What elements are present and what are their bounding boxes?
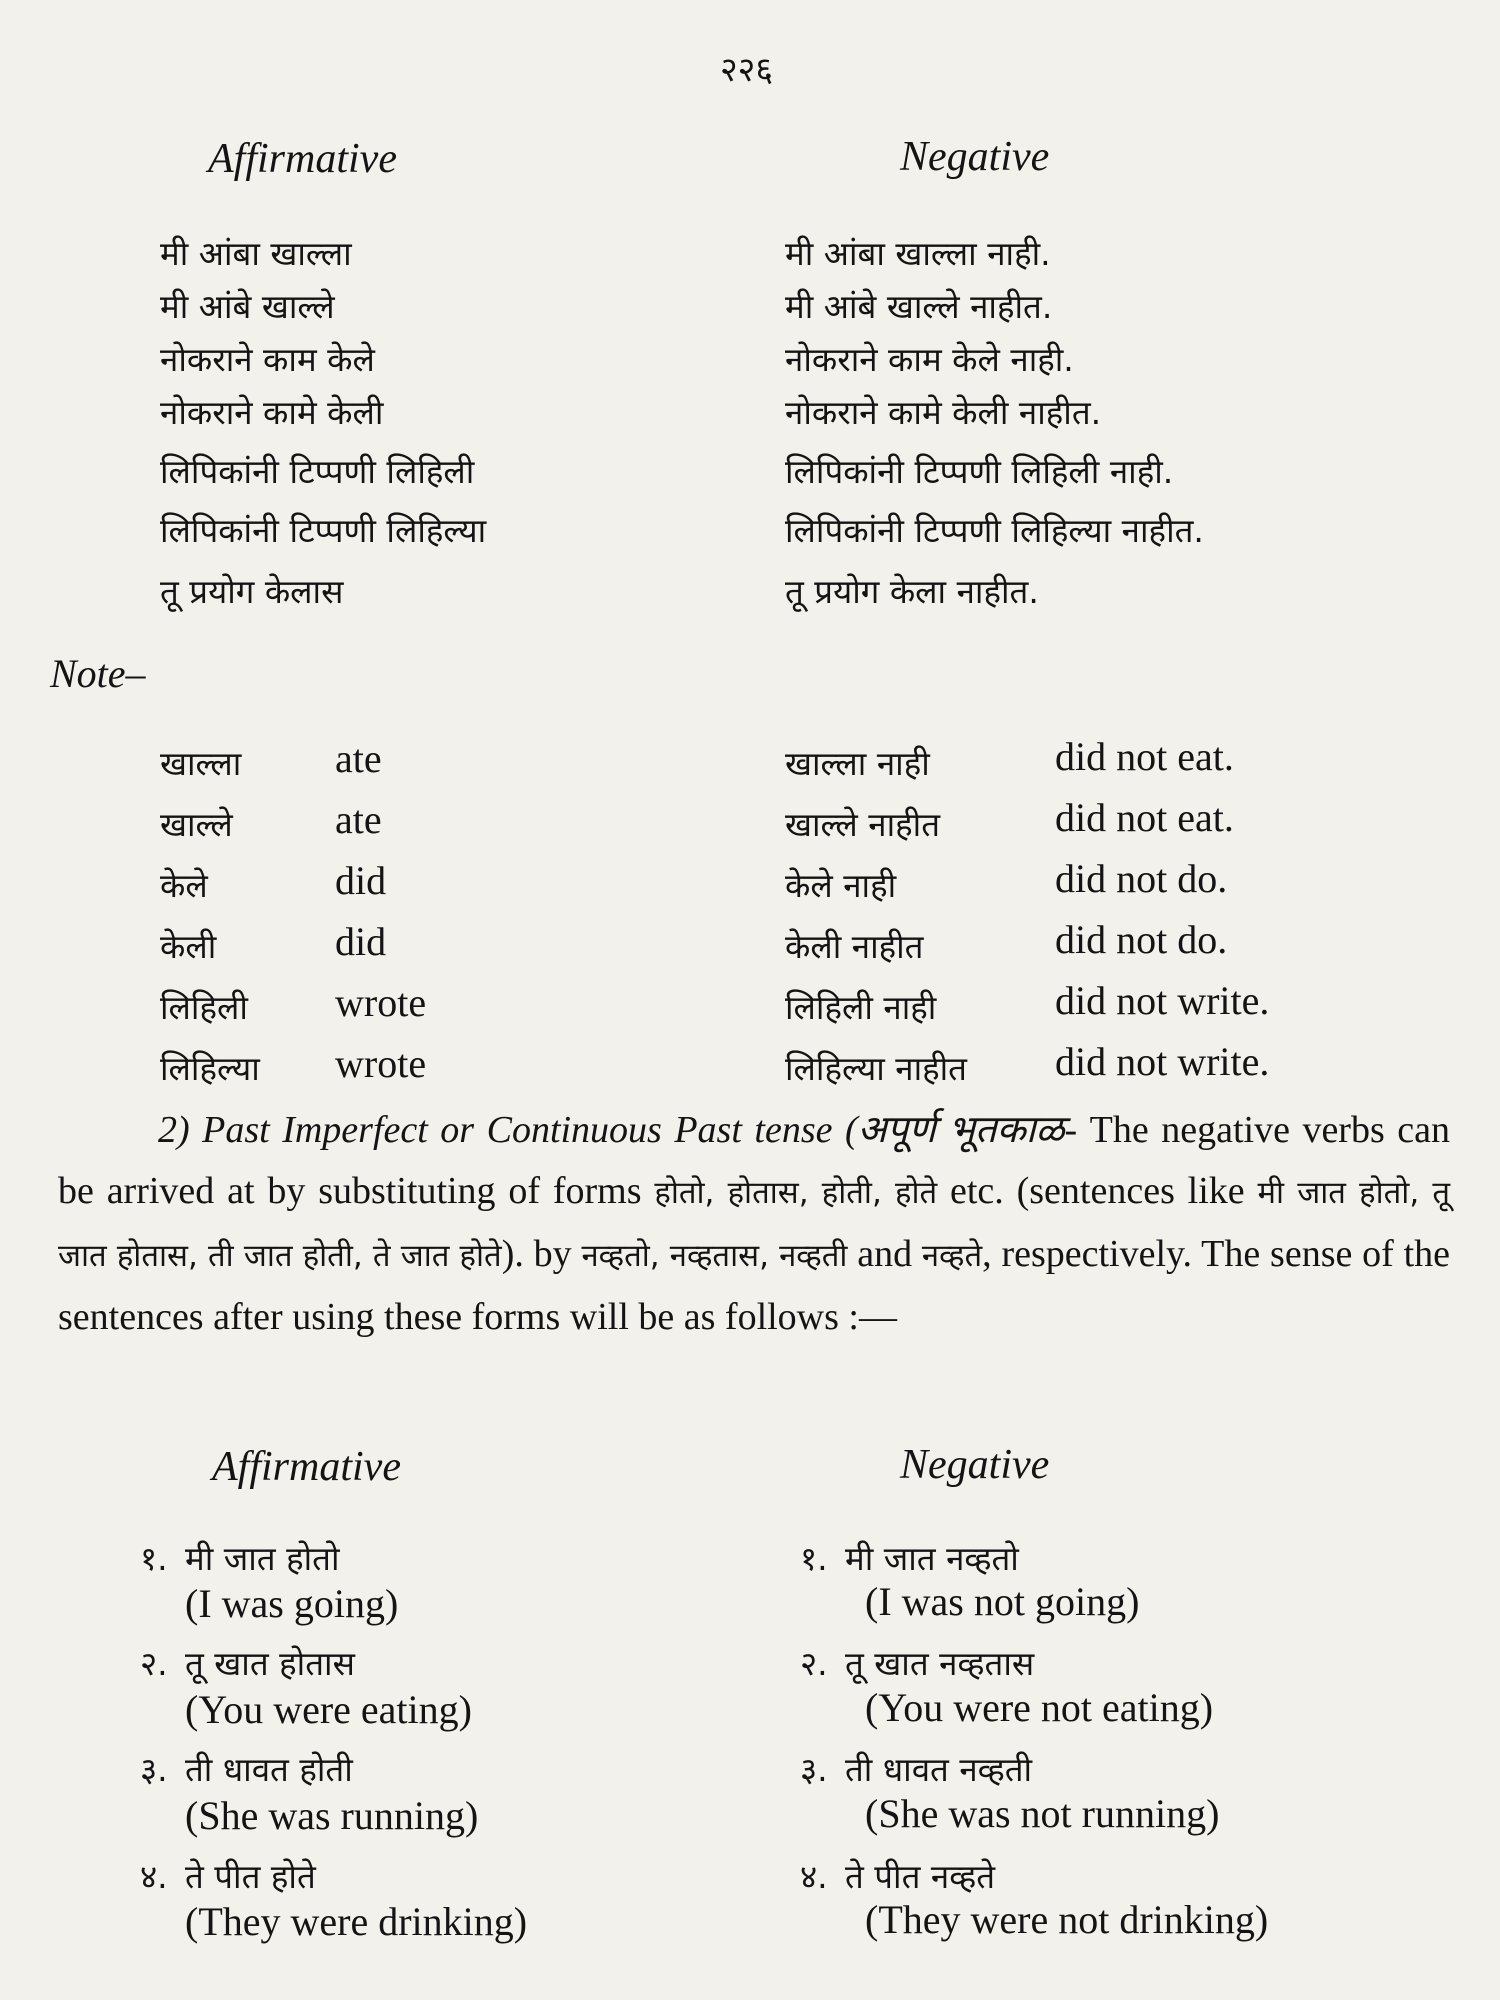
table2-neg-english: (I was not going)	[865, 1579, 1140, 1624]
note-negative-marathi: केली नाहीत	[785, 927, 924, 966]
note-english-word: wrote	[335, 1041, 427, 1086]
paragraph-devanagari: नव्हते	[921, 1238, 983, 1274]
note-negative-english: did not do.	[1055, 917, 1228, 962]
table2-neg-english: (She was not running)	[865, 1791, 1220, 1836]
table2-neg-marathi: ती धावत नव्हती	[845, 1750, 1033, 1789]
table1-neg-row: मी आंबा खाल्ला नाही.	[785, 234, 1051, 273]
note-english-word: ate	[335, 736, 382, 781]
table2-neg-marathi: तू खात नव्हतास	[845, 1644, 1035, 1683]
note-english-word: did	[335, 919, 387, 964]
note-negative-marathi: लिहिल्या नाहीत	[785, 1049, 967, 1088]
table1-neg-row: लिपिकांनी टिप्पणी लिहिल्या नाहीत.	[785, 511, 1204, 550]
table2-aff-english: (You were eating)	[185, 1687, 472, 1732]
table2-aff-english: (I was going)	[185, 1581, 399, 1626]
table1-aff-row: नोकराने काम केले	[160, 340, 375, 379]
table1-aff-row: तू प्रयोग केलास	[160, 572, 344, 611]
table1-aff-row: लिपिकांनी टिप्पणी लिहिली	[160, 452, 475, 491]
note-negative-english: did not eat.	[1055, 734, 1234, 779]
note-english-word: wrote	[335, 980, 427, 1025]
note-marathi-word: खाल्ले	[160, 805, 233, 844]
table1-neg-row: नोकराने कामे केली नाहीत.	[785, 393, 1102, 432]
page-number: २२६	[720, 50, 774, 90]
paragraph-text: ). by	[501, 1233, 582, 1275]
note-english-word: did	[335, 858, 387, 903]
note-negative-marathi: खाल्ला नाही	[785, 744, 930, 783]
table1-negative-header: Negative	[900, 134, 1050, 180]
paragraph-text: The negative verbs can be arrived at by substituting of forms	[58, 1109, 1450, 1212]
paragraph-text: etc. (sentences like	[937, 1170, 1258, 1212]
note-negative-english: did not eat.	[1055, 795, 1234, 840]
note-negative-marathi: खाल्ले नाहीत	[785, 805, 941, 844]
note-marathi-word: लिहिल्या	[160, 1049, 260, 1088]
paragraph-text: , respectively. The sense of the sentences after using these forms will be as follows :—	[58, 1233, 1451, 1338]
table2-neg-marathi: मी जात नव्हतो	[845, 1539, 1019, 1578]
paragraph-devanagari: मी जात होतो, तू जात होतास, ती जात होती, ते जात होते	[58, 1175, 1451, 1274]
table2-negative-header: Negative	[900, 1442, 1050, 1488]
table2-aff-number: २.	[140, 1644, 168, 1683]
table2-aff-marathi: मी जात होतो	[185, 1539, 340, 1578]
note-marathi-word: लिहिली	[160, 988, 248, 1027]
table2-neg-marathi: ते पीत नव्हते	[845, 1857, 996, 1896]
note-english-word: ate	[335, 797, 382, 842]
table2-aff-marathi: ते पीत होते	[185, 1857, 316, 1896]
table2-aff-number: ३.	[140, 1750, 168, 1789]
table1-neg-row: लिपिकांनी टिप्पणी लिहिली नाही.	[785, 452, 1174, 491]
note-marathi-word: केले	[160, 866, 208, 905]
note-negative-english: did not do.	[1055, 856, 1228, 901]
table1-aff-row: लिपिकांनी टिप्पणी लिहिल्या	[160, 511, 487, 550]
table2-neg-number: २.	[800, 1644, 828, 1683]
table1-aff-row: मी आंबे खाल्ले	[160, 287, 335, 326]
table1-aff-row: मी आंबा खाल्ला	[160, 234, 352, 273]
table2-aff-marathi: तू खात होतास	[185, 1644, 355, 1683]
table2-neg-english: (You were not eating)	[865, 1685, 1214, 1730]
note-negative-marathi: केले नाही	[785, 866, 897, 905]
note-negative-marathi: लिहिली नाही	[785, 988, 937, 1027]
table2-neg-english: (They were not drinking)	[865, 1897, 1269, 1942]
note-marathi-word: केली	[160, 927, 217, 966]
note-marathi-word: खाल्ला	[160, 744, 242, 783]
table2-affirmative-header: Affirmative	[212, 1444, 401, 1490]
table2-aff-number: ४.	[140, 1857, 168, 1896]
paragraph-lead: 2) Past Imperfect or Continuous Past tense (अपूर्ण भूतकाळ-	[158, 1109, 1078, 1151]
paragraph-text: and	[847, 1233, 922, 1275]
table1-neg-row: मी आंबे खाल्ले नाहीत.	[785, 287, 1053, 326]
explanation-paragraph	[58, 1100, 1450, 1348]
table2-aff-english: (They were drinking)	[185, 1899, 528, 1944]
table2-aff-number: १.	[140, 1539, 168, 1578]
note-negative-english: did not write.	[1055, 978, 1270, 1023]
table1-aff-row: नोकराने कामे केली	[160, 393, 384, 432]
table2-aff-english: (She was running)	[185, 1793, 479, 1838]
table2-aff-marathi: ती धावत होती	[185, 1750, 353, 1789]
note-heading: Note–	[50, 651, 146, 696]
table1-affirmative-header: Affirmative	[208, 136, 397, 182]
table1-neg-row: नोकराने काम केले नाही.	[785, 340, 1074, 379]
table2-neg-number: १.	[800, 1539, 828, 1578]
table2-neg-number: ४.	[800, 1857, 828, 1896]
paragraph-devanagari: होतो, होतास, होती, होते	[654, 1175, 938, 1211]
table2-neg-number: ३.	[800, 1750, 828, 1789]
paragraph-devanagari: नव्हतो, नव्हतास, नव्हती	[581, 1238, 848, 1274]
note-negative-english: did not write.	[1055, 1039, 1270, 1084]
table1-neg-row: तू प्रयोग केला नाहीत.	[785, 572, 1039, 611]
